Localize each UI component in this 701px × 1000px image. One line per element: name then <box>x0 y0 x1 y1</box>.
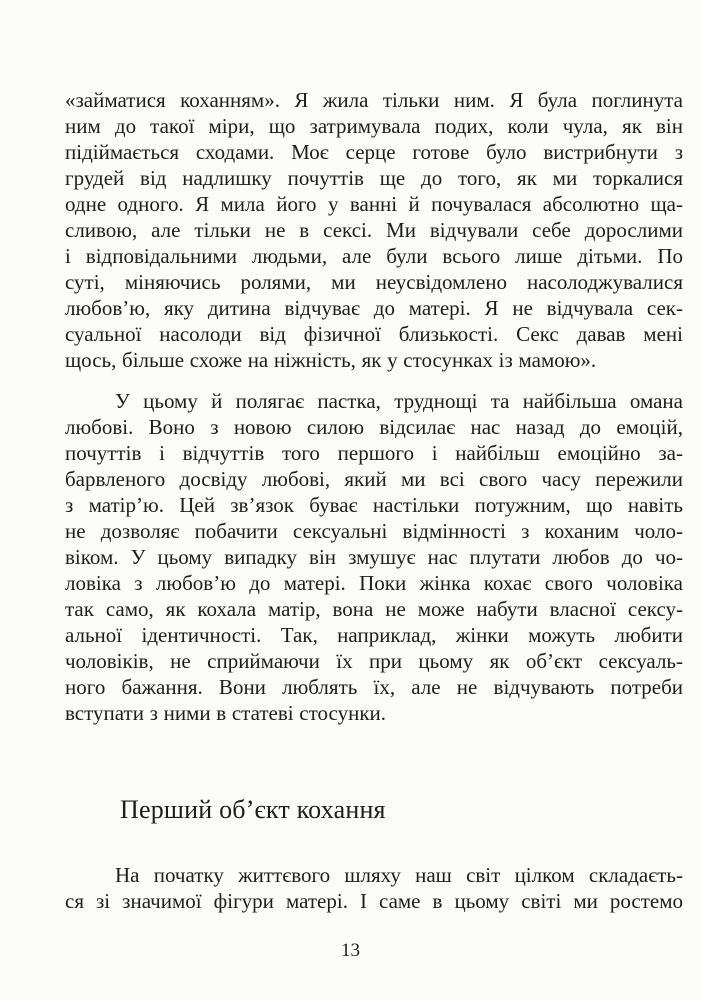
text-line: сливою, але тільки не в сексі. Ми відчували себе дорослими <box>65 218 683 242</box>
text-line: ного бажання. Вони люблять їх, але не відчувають потреби <box>65 675 683 699</box>
text-line: ся зі значимої фігури матері. І саме в цьому світі ми ростемо <box>65 889 683 913</box>
paragraph-first-object <box>65 862 683 914</box>
page-number: 13 <box>341 940 360 961</box>
text-line: барвленого досвіду любові, який ми всі свого часу пережили <box>65 467 683 491</box>
text-line: одне одного. Я мила його у ванні й почувалася абсолютно ща- <box>65 192 683 216</box>
text-line: суальної насолоди від фізичної близькості. Секс давав мені <box>65 322 683 346</box>
text-line: ним до такої міри, що затримувала подих, коли чула, як він <box>65 114 683 138</box>
text-line: «займатися коханням». Я жила тільки ним. Я була поглинута <box>65 88 683 112</box>
text-line: і відповідальними людьми, але були всього лише дітьми. По <box>65 244 683 268</box>
text-line: суті, міняючись ролями, ми неусвідомлено насолоджувалися <box>65 270 683 294</box>
paragraph-continuation <box>65 87 683 373</box>
text-line: ловіка з любов’ю до матері. Поки жінка кохає свого чоловіка <box>65 571 683 595</box>
paragraph-love-trap <box>65 388 683 726</box>
text-line: віком. У цьому випадку він змушує нас плутати любов до чо- <box>65 545 683 569</box>
section-heading: Перший об’єкт кохання <box>120 795 386 824</box>
text-line: з матір’ю. Цей зв’язок буває настільки потужним, що навіть <box>65 493 683 517</box>
text-line: не дозволяє побачити сексуальні відмінності з коханим чоло- <box>65 519 683 543</box>
text-line: чоловіків, не сприймаючи їх при цьому як об’єкт сексуаль- <box>65 649 683 673</box>
text-line: любов’ю, яку дитина відчуває до матері. Я не відчувала сек- <box>65 296 683 320</box>
text-line: щось, більше схоже на ніжність, як у стосунках із мамою». <box>65 348 597 372</box>
text-line: вступати з ними в статеві стосунки. <box>65 701 387 725</box>
text-line: так само, як кохала матір, вона не може набути власної сексу- <box>65 597 683 621</box>
text-line: почуттів і відчуттів того першого і найбільш емоційно за- <box>65 441 683 465</box>
text-line: підіймається сходами. Моє серце готове було вистрибнути з <box>65 140 683 164</box>
text-line: альної ідентичності. Так, наприклад, жінки можуть любити <box>65 623 683 647</box>
text-line: любові. Воно з новою силою відсилає нас назад до емоцій, <box>65 415 683 439</box>
text-line: У цьому й полягає пастка, труднощі та найбільша омана <box>115 389 683 413</box>
text-line: грудей від надлишку почуттів ще до того, як ми торкалися <box>65 166 683 190</box>
text-line: На початку життєвого шляху наш світ цілком складаєть- <box>115 863 683 887</box>
